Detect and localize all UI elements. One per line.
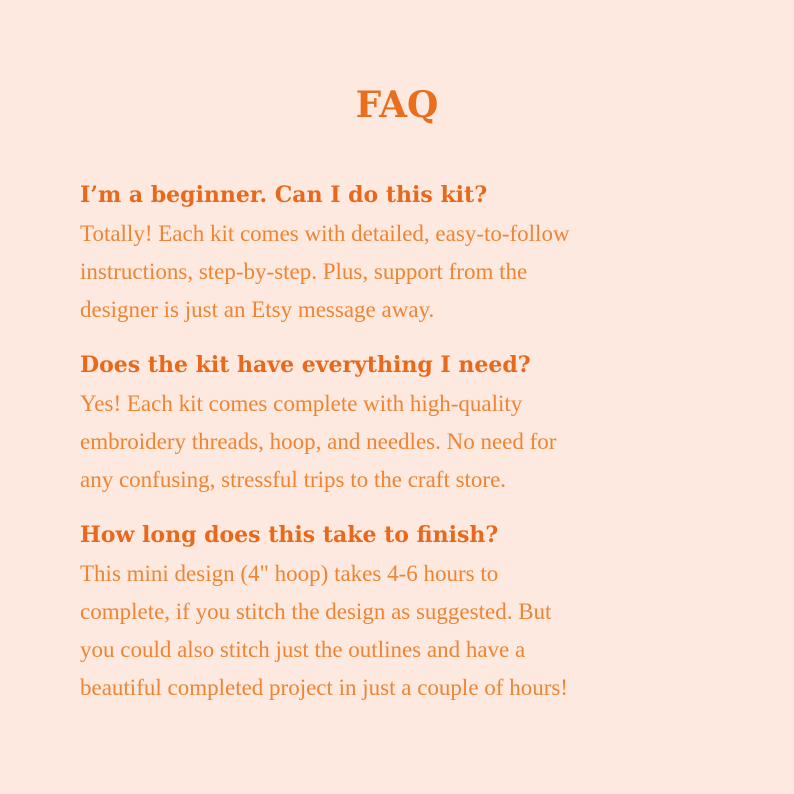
faq-item-beginner xyxy=(80,175,770,329)
faq-item-contents xyxy=(80,345,770,499)
faq-answer-line: embroidery threads, hoop, and needles. No need for xyxy=(80,429,557,454)
faq-answer-line: beautiful completed project in just a couple of hours! xyxy=(80,675,568,700)
faq-answer-line: This mini design (4" hoop) takes 4-6 hours to xyxy=(80,561,499,586)
faq-item-duration xyxy=(80,515,770,707)
faq-answer-line: complete, if you stitch the design as suggested. But xyxy=(80,599,552,624)
faq-answer-line: any confusing, stressful trips to the craft store. xyxy=(80,467,507,492)
faq-question: I’m a beginner. Can I do this kit? xyxy=(80,182,488,208)
faq-question: How long does this take to finish? xyxy=(80,522,499,548)
faq-answer-line: designer is just an Etsy message away. xyxy=(80,297,435,322)
faq-answer-line: Totally! Each kit comes with detailed, easy-to-follow xyxy=(80,221,570,246)
faq-question: Does the kit have everything I need? xyxy=(80,352,531,378)
faq-answer xyxy=(80,215,770,329)
faq-answer xyxy=(80,385,770,499)
faq-answer-line: Yes! Each kit comes complete with high-quality xyxy=(80,391,523,416)
faq-list xyxy=(80,175,770,723)
faq-answer-line: you could also stitch just the outlines and have a xyxy=(80,637,526,662)
faq-answer-line: instructions, step-by-step. Plus, support from the xyxy=(80,259,528,284)
page-title: FAQ xyxy=(355,84,439,126)
faq-answer xyxy=(80,555,770,707)
